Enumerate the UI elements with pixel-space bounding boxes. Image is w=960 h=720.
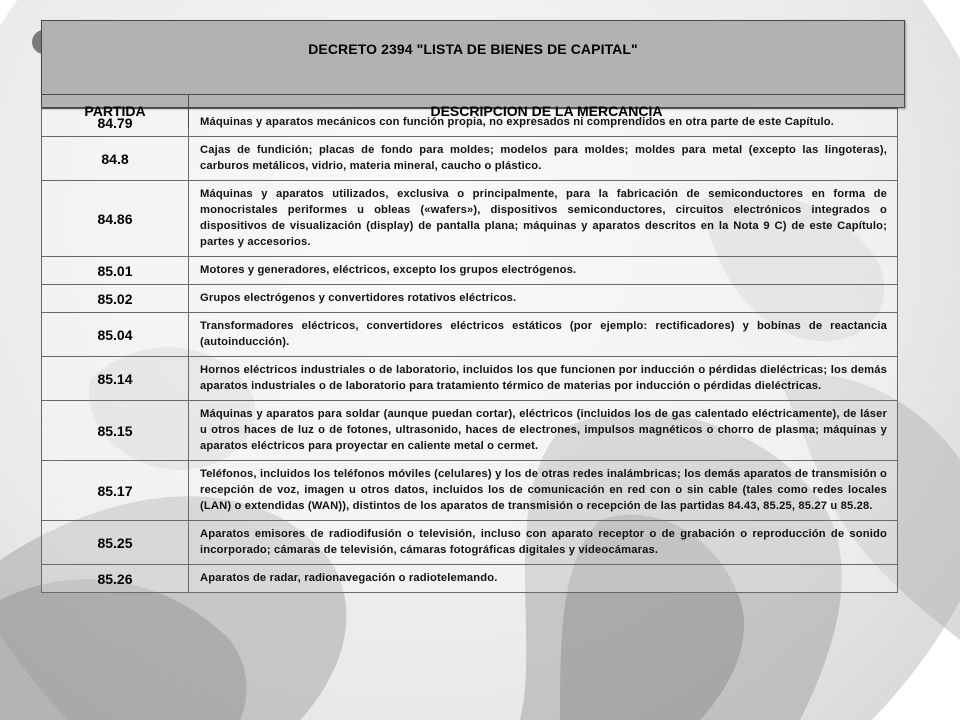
- table-row: [42, 357, 898, 401]
- partida-cell: 85.25: [42, 521, 189, 565]
- descripcion-cell: Teléfonos, incluidos los teléfonos móviles (celulares) y los de otras redes inalámbricas; los demás aparatos de transmisión o recepción de voz, imagen u otros datos, incluidos los de comunicación en red con o sin cable (tales como redes locales (LAN) o extendidas (WAN)), distintos de los aparatos de transmisión o recepción de las partidas 84.43, 85.25, 85.27 u 85.28.: [189, 461, 898, 521]
- table-row: [42, 257, 898, 285]
- table-row: [42, 565, 898, 593]
- descripcion-cell: Cajas de fundición; placas de fondo para moldes; modelos para moldes; moldes para metal (excepto las lingoteras), carburos metálicos, vidrio, materia mineral, caucho o plástico.: [189, 137, 898, 181]
- descripcion-cell: Máquinas y aparatos para soldar (aunque puedan cortar), eléctricos (incluidos los de gas calentado eléctricamente), de láser u otros haces de luz o de fotones, ultrasonido, haces de electrones, impulsos magnéticos o chorro de plasma; máquinas y aparatos eléctricos para proyectar en caliente metal o cermet.: [189, 401, 898, 461]
- partida-cell: 85.15: [42, 401, 189, 461]
- descripcion-cell: Aparatos de radar, radionavegación o radiotelemando.: [189, 565, 898, 593]
- table-row: [42, 521, 898, 565]
- partida-cell: 85.26: [42, 565, 189, 593]
- descripcion-cell: Aparatos emisores de radiodifusión o televisión, incluso con aparato receptor o de grabación o reproducción de sonido incorporado; cámaras de televisión, cámaras fotográficas digitales y videocámaras.: [189, 521, 898, 565]
- partida-cell: 84.8: [42, 137, 189, 181]
- table-row: [42, 313, 898, 357]
- descripcion-cell: Motores y generadores, eléctricos, excepto los grupos electrógenos.: [189, 257, 898, 285]
- capital-goods-table: [41, 108, 898, 593]
- decree-title: DECRETO 2394 "LISTA DE BIENES DE CAPITAL": [308, 41, 638, 57]
- partida-cell: 85.02: [42, 285, 189, 313]
- descripcion-cell: Hornos eléctricos industriales o de laboratorio, incluidos los que funcionen por inducción o pérdidas dieléctricas; los demás aparatos industriales o de laboratorio para tratamiento térmico de materias por inducción o pérdidas dieléctricas.: [189, 357, 898, 401]
- table-row: [42, 401, 898, 461]
- descripcion-cell: Máquinas y aparatos mecánicos con función propia, no expresados ni comprendidos en otra parte de este Capítulo.: [189, 109, 898, 137]
- table-header: [41, 20, 905, 119]
- table-row: [42, 137, 898, 181]
- partida-cell: 85.17: [42, 461, 189, 521]
- descripcion-cell: Transformadores eléctricos, convertidores eléctricos estáticos (por ejemplo: rectificadores) y bobinas de reactancia (autoinducción).: [189, 313, 898, 357]
- descripcion-cell: Grupos electrógenos y convertidores rotativos eléctricos.: [189, 285, 898, 313]
- partida-cell: 84.79: [42, 109, 189, 137]
- partida-cell: 84.86: [42, 181, 189, 257]
- descripcion-cell: Máquinas y aparatos utilizados, exclusiva o principalmente, para la fabricación de semiconductores en forma de monocristales periformes u obleas («wafers»), dispositivos semiconductores, circuitos electrónicos integrados o dispositivos de visualización (display) de pantalla plana; máquinas y aparatos descritos en la Nota 9 C) de este Capítulo; partes y accesorios.: [189, 181, 898, 257]
- table-row: [42, 181, 898, 257]
- column-header-partida: PARTIDA: [42, 94, 189, 128]
- table-row: [42, 461, 898, 521]
- partida-cell: 85.01: [42, 257, 189, 285]
- column-header-descripcion: DESCRIPCION DE LA MERCANCIA: [430, 103, 663, 119]
- partida-cell: 85.14: [42, 357, 189, 401]
- table-row: [42, 285, 898, 313]
- partida-cell: 85.04: [42, 313, 189, 357]
- column-headers: [42, 94, 904, 128]
